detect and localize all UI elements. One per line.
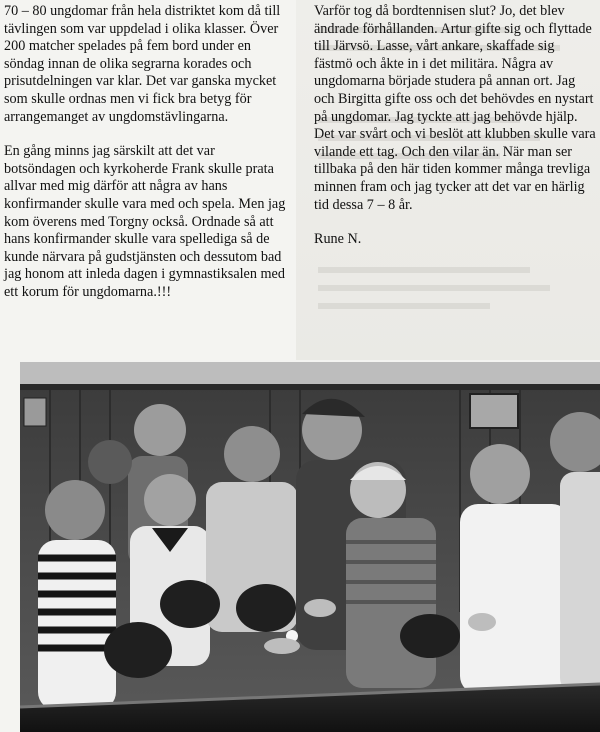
paragraph: Varför tog då bordtennisen slut? Jo, det blev ändrade förhållanden. Artur gifte sig och flyttade till Järvsö. Lasse, vårt ankare, skaffade sig fästmö och åkte in i det militära. Några av ungdomarna började studera på annan ort. Jag och Birgitta gifte oss och det behövdes en nystart på ungdomar. Jag tyckte att jag behövde hjälp. Det var svårt och vi beslöt att klubben skulle vara vilande ett tag. Och den vilar än. När man ser tillbaka på den här tiden kommer många trevliga minnen fram och jag tycker att det var en härlig tid dessa 7 – 8 år.	[314, 3, 596, 213]
right-text-column	[314, 3, 596, 266]
left-text-column	[4, 3, 288, 319]
photo-illustration	[20, 362, 600, 732]
table-tennis-boys-photo	[20, 362, 600, 732]
paragraph: 70 – 80 ungdomar från hela distriktet kom då till tävlingen som var uppdelad i olika klasser. Över 200 matcher spelades på fem bord under en söndag innan de olika segrarna korades och prisutdelningen var klar. Det var ganska mycket som skulle ordnas men vi fick bra betyg för arrangemanget av ungdomstävlingarna.	[4, 3, 281, 125]
signature: Rune N.	[314, 231, 362, 248]
paragraph: En gång minns jag särskilt att det var botsöndagen och kyrkoherde Frank skulle prata allvar med mig därför att några av hans konfirmander skulle vara med och spela. Men jag kom överens med Torgny också. Ordnade så att hans konfirmander skulle vara spellediga så de kunde närvara på gudstjänsten och dessutom bad jag honom att inleda dagen i gymnastiksalen med ett korum för ungdomarna.!!!	[4, 143, 286, 300]
